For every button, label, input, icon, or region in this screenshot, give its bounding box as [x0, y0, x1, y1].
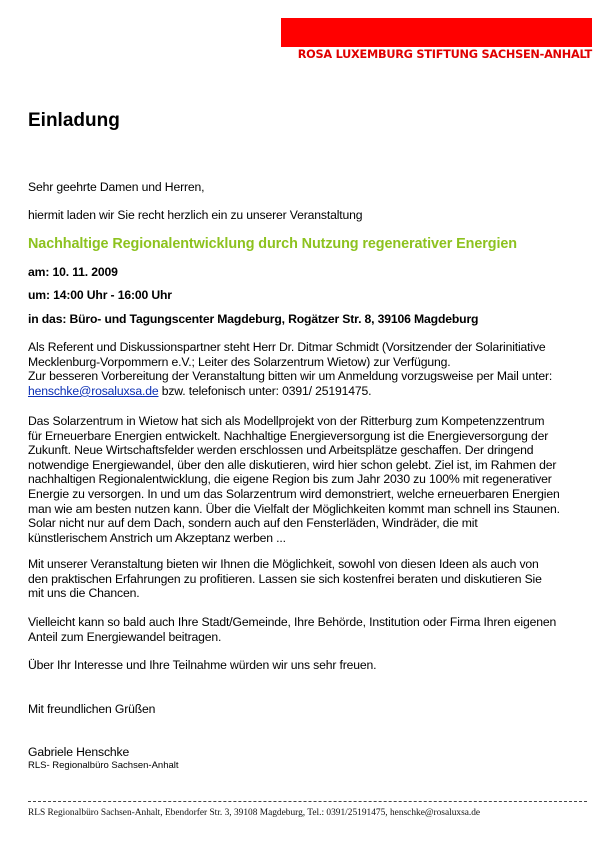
event-date: am: 10. 11. 2009	[28, 265, 118, 279]
text-line: Mit unserer Veranstaltung bieten wir Ihnen die Möglichkeit, sowohl von diesen Ideen als auch von	[28, 557, 539, 571]
text-line: mit uns die Chancen.	[28, 586, 140, 601]
closing-line: Über Ihr Interesse und Ihre Teilnahme würden wir uns sehr freuen.	[28, 658, 377, 672]
signature-name: Gabriele Henschke	[28, 745, 130, 759]
footer-address: RLS Regionalbüro Sachsen-Anhalt, Ebendorfer Str. 3, 39108 Magdeburg, Tel.: 0391/25191475, henschke@rosaluxsa.de	[28, 808, 481, 818]
greeting: Mit freundlichen Grüßen	[28, 702, 156, 716]
text-line: Energie zu versorgen. In und um das Solarzentrum wird demonstriert, welche erneuerbaren Energien	[28, 486, 560, 501]
event-title: Nachhaltige Regionalentwicklung durch Nutzung regenerativer Energien	[28, 236, 517, 252]
text-line: Zukunft. Neue Wirtschaftsfelder werden erschlossen und Arbeitsplätze geschaffen. Der dringend	[28, 443, 534, 458]
text-line: Als Referent und Diskussionspartner steht Herr Dr. Ditmar Schmidt (Vorsitzender der Solarinitiative	[28, 340, 546, 354]
text-line: nachhaltigen Regionalentwicklung, die eigene Region bis zum Jahr 2030 zu 100% mit regenerativer	[28, 472, 552, 487]
phone-text: bzw. telefonisch unter: 0391/ 25191475.	[158, 383, 372, 398]
intro-text: hiermit laden wir Sie recht herzlich ein zu unserer Veranstaltung	[28, 208, 363, 222]
signature-role: RLS- Regionalbüro Sachsen-Anhalt	[28, 760, 179, 771]
text-line: den praktischen Erfahrungen zu profitieren. Lassen sie sich kostenfrei beraten und diskutieren Sie	[28, 571, 542, 586]
body-paragraph-3	[28, 615, 556, 644]
event-location: in das: Büro- und Tagungscenter Magdeburg, Rogätzer Str. 8, 39106 Magdeburg	[28, 312, 479, 326]
text-line: künstlerischem Anstrich um Akzeptanz werben ...	[28, 530, 286, 545]
event-time: um: 14:00 Uhr - 16:00 Uhr	[28, 288, 172, 302]
body-paragraph-1	[28, 414, 560, 545]
speaker-paragraph	[28, 340, 552, 398]
text-line: man wie am besten nutzen kann. Über die Vielfalt der Möglichkeiten kommt man schnell ins Staunen.	[28, 501, 560, 516]
body-paragraph-2	[28, 557, 542, 601]
logo-text: ROSA LUXEMBURG STIFTUNG SACHSEN-ANHALT	[297, 48, 592, 61]
logo-bar	[281, 18, 592, 47]
email-link[interactable]: henschke@rosaluxsa.de	[28, 383, 159, 398]
text-line: Vielleicht kann so bald auch Ihre Stadt/Gemeinde, Ihre Behörde, Institution oder Firma Ihren eigenen	[28, 615, 557, 629]
text-line: Mecklenburg-Vorpommern e.V.; Leiter des Solarzentrum Wietow) zur Verfügung.	[28, 354, 451, 369]
text-line: notwendige Energiewandel, über den alle diskutieren, wird hier schon gelebt. Ziel ist, im Rahmen der	[28, 457, 557, 472]
text-line: Das Solarzentrum in Wietow hat sich als Modellprojekt von der Ritterburg zum Kompetenzzentrum	[28, 414, 545, 428]
footer-divider	[28, 801, 587, 802]
text-line: für Erneuerbare Energien entwickelt. Nachhaltige Energieversorgung ist die Energieversorgung der	[28, 428, 549, 443]
text-line: Zur besseren Vorbereitung der Veranstaltung bitten wir um Anmeldung vorzugsweise per Mail unter:	[28, 369, 553, 384]
page-title: Einladung	[28, 110, 120, 131]
salutation: Sehr geehrte Damen und Herren,	[28, 180, 205, 194]
text-line: Solar nicht nur auf dem Dach, sondern auch auf den Fensterläden, Windräder, die mit	[28, 516, 478, 531]
text-line: Anteil zum Energiewandel beitragen.	[28, 629, 222, 644]
text-line	[28, 384, 552, 399]
